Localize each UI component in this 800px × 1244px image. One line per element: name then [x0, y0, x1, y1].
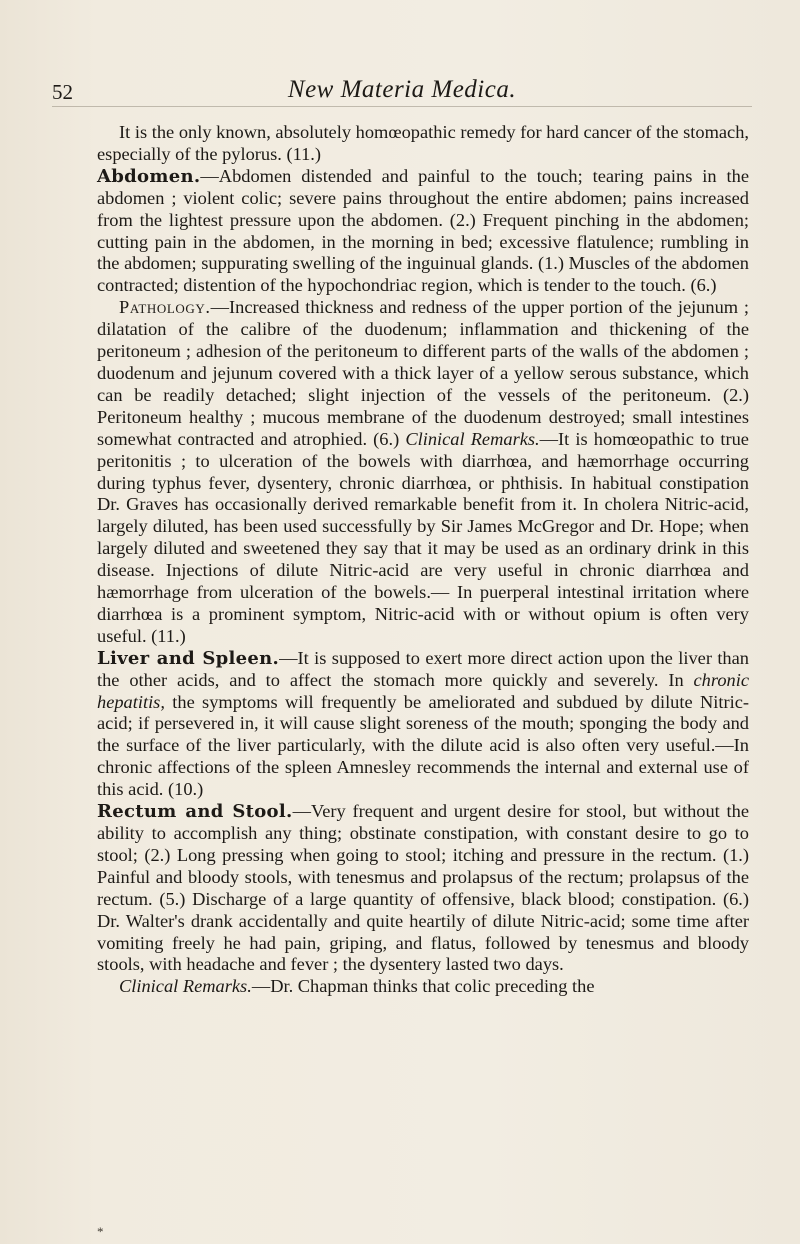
- paragraph-abdomen: [97, 166, 749, 297]
- paragraph-clinical-remarks: [97, 976, 749, 998]
- body-text: [97, 122, 749, 998]
- section-heading-abdomen: Abdomen.: [97, 165, 201, 187]
- paragraph-text: —Increased thickness and redness of the upper portion of the jejunum ; dilatation of the calibre of the duodenum; inflammation and thickening of the peritoneum ; adhesion of the peritoneum to different parts of the walls of the abdomen ; duodenum and jejunum covered with a thick layer of a yellow serous substance, which can be readily detached; slight injection of the vessels of the peritoneum. (2.) Peritoneum healthy ; mucous membrane of the duodenum destroyed; small intestines somewhat contracted and atrophied. (6.): [97, 297, 749, 449]
- paragraph-text: —Abdomen distended and painful to the touch; tearing pains in the abdomen ; violent colic; severe pains throughout the entire abdomen; pains increased from the lightest pressure upon the abdomen. (2.) Frequent pinching in the abdomen; cutting pain in the abdomen, in the morning in bed; excessive flatulence; rumbling in the abdomen; suppurating swelling of the inguinual glands. (1.) Muscles of the abdomen contracted; distention of the hypochondriac region, which is tender to the touch. (6.): [97, 165, 749, 296]
- footer-mark: *: [97, 1224, 104, 1239]
- running-title: New Materia Medica.: [287, 76, 517, 103]
- paragraph-rectum-stool: [97, 801, 749, 976]
- paragraph-text: It is the only known, absolutely homœopathic remedy for hard cancer of the stomach, especially of the pylorus. (11.): [97, 122, 749, 164]
- paragraph-stomach-cancer: [97, 122, 749, 166]
- clinical-remarks-lead: Clinical Remarks.: [405, 428, 540, 449]
- section-heading-pathology: Pathology.: [119, 297, 211, 318]
- page-number: 52: [52, 80, 73, 104]
- italic-term: chronic hepatitis,: [97, 669, 749, 712]
- paragraph-text: —It is supposed to exert more direct action upon the liver than the other acids, and to affect the stomach more quickly and severely. In: [97, 647, 749, 690]
- paragraph-text: —Very frequent and urgent desire for stool, but without the ability to accomplish any thing; obstinate constipation, with constant desire to go to stool; (2.) Long pressing when going to stool; itching and pressure in the rectum. (1.) Painful and bloody stools, with tenesmus and prolapsus of the rectum; prolapsus of the rectum. (5.) Discharge of a large quantity of offensive, black blood; constipation. (6.) Dr. Walter's drank accidentally and quite heartily of dilute Nitric-acid; some time after vomiting freely he had pain, griping, and flatus, followed by tenesmus and bloody stools, with headache and fever ; the dysentery lasted two days.: [97, 801, 749, 975]
- paragraph-pathology: [97, 297, 749, 648]
- paragraph-text: —Dr. Chapman thinks that colic preceding the: [251, 976, 595, 997]
- header-rule: [52, 106, 752, 107]
- clinical-remarks-lead: Clinical Remarks.: [119, 976, 252, 997]
- section-heading-liver-spleen: Liver and Spleen.: [97, 647, 280, 669]
- paragraph-text: —It is homœopathic to true peritonitis ; to ulceration of the bowels with diarrhœa, and hæmorrhage occurring during typhus fever, dysentery, chronic diarrhœa, or phthisis. In habitual constipation Dr. Graves has occasionally derived remarkable benefit from it. In cholera Nitric-acid, largely diluted, has been used successfully by Sir James McGregor and Dr. Hope; when largely diluted and sweetened they say that it may be used as an ordinary drink in this disease. Injections of dilute Nitric-acid are very useful in chronic diarrhœa and hæmorrhage from ulceration of the bowels.— In puerperal intestinal irritation where diarrhœa is a prominent symptom, Nitric-acid with or without opium is often very useful. (11.): [97, 428, 749, 646]
- section-heading-rectum-stool: Rectum and Stool.: [97, 801, 293, 823]
- paragraph-liver-spleen: [97, 648, 749, 801]
- paragraph-text: the symptoms will frequently be ameliorated and subdued by dilute Nitric-acid; if persevered in, it will cause slight soreness of the mouth; sponging the body and the surface of the liver particularly, with the dilute acid is also often very useful.—In chronic affections of the spleen Amnesley recommends the internal and external use of this acid. (10.): [97, 691, 749, 800]
